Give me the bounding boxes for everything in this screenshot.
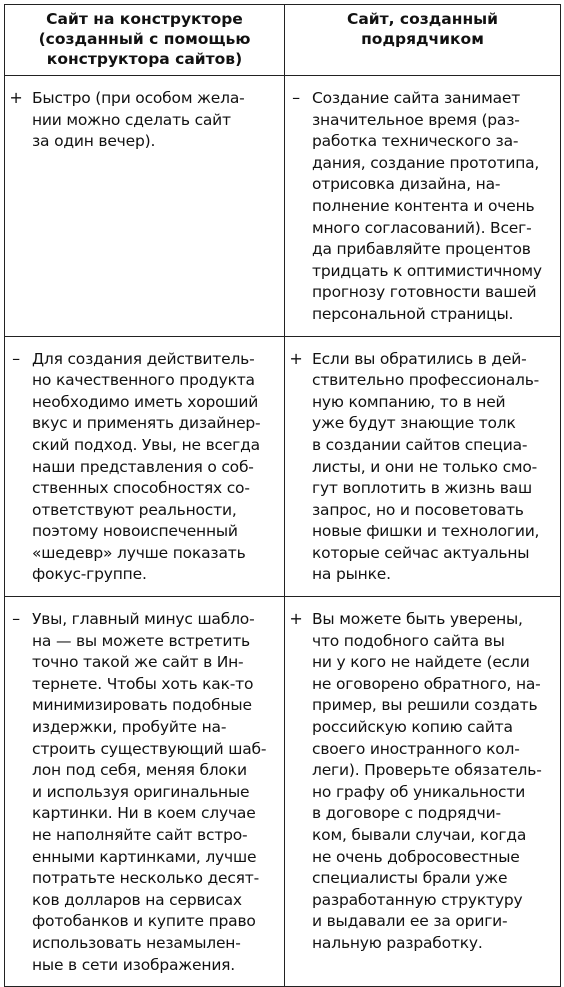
table-cell-left [5, 76, 285, 337]
cell-text: Если вы обратились в дей- ствительно профессиональ- ную компанию, то в ней уже будут знающие толк в создании сайтов специа- листы, и они не только смо- гут воплотить в жизнь ваш запрос, но и посоветовать новые фишки и технологии, которые сейчас актуальны на рынке. [312, 349, 540, 584]
plus-minus-mark: + [9, 88, 23, 107]
right-column-header-text: Сайт, созданный подрядчиком [346, 10, 499, 48]
plus-minus-mark: – [292, 88, 300, 107]
left-column-header-text: Сайт на конструкторе (созданный с помощью конструктора сайтов) [38, 10, 251, 68]
plus-minus-mark: + [289, 348, 303, 368]
cell-text: Увы, главный минус шабло- на — вы можете встретить точно такой же сайт в Ин- тернете. Чтобы хоть как-то минимизировать подобные издержки, пробуйте на- строить существующий шаб- лон под себя, меняя блоки и используя оригинальные картинки. Ни в коем случае не наполняйте сайт встро- енными картинками, лучше потратьте несколько десят- ков долларов на сервисах фотобанков и купите право использовать незамылен- ные в сети изображения. [32, 610, 267, 974]
left-column-header [5, 5, 285, 76]
table-cell-right [285, 76, 561, 337]
table-header-row [5, 5, 561, 76]
table-cell-right [285, 336, 561, 597]
plus-minus-mark: – [12, 348, 20, 368]
table-row [5, 336, 561, 597]
right-column-header [285, 5, 561, 76]
cell-text: Вы можете быть уверены, что подобного сайта вы ни у кого не найдете (если не оговорено обратного, на- пример, вы решили создать российскую копию сайта своего иностранного кол- леги). Проверьте обязатель- но графу об уникальности в договоре с подрядчи- ком, бывали случаи, когда не очень добросовестные специалисты брали уже разработанную структуру и выдавали ее за ориги- нальную разработку. [312, 610, 542, 952]
table-row [5, 597, 561, 987]
plus-minus-mark: + [289, 609, 303, 629]
cell-text: Для создания действитель- но качественного продукта необходимо иметь хороший вкус и применять дизайнер- ский подход. Увы, не всегда наши представления о соб- ственных способностях со- ответствуют реальности, поэтому новоиспеченный «шедевр» лучше показать фокус-группе. [32, 349, 261, 584]
cell-text: Создание сайта занимает значительное время (раз- работка технического за- дания, создание прототипа, отрисовка дизайна, на- полнение контента и очень много согласований). Всег- да прибавляйте процентов тридцать к оптимистичному прогнозу готовности вашей персональной страницы. [312, 89, 542, 323]
cell-text: Быстро (при особом жела- нии можно сделать сайт за один вечер). [32, 89, 245, 151]
table-cell-right [285, 597, 561, 987]
plus-minus-mark: – [12, 609, 20, 629]
table-cell-left [5, 336, 285, 597]
table-cell-left [5, 597, 285, 987]
table-row [5, 76, 561, 337]
comparison-table [4, 4, 561, 987]
